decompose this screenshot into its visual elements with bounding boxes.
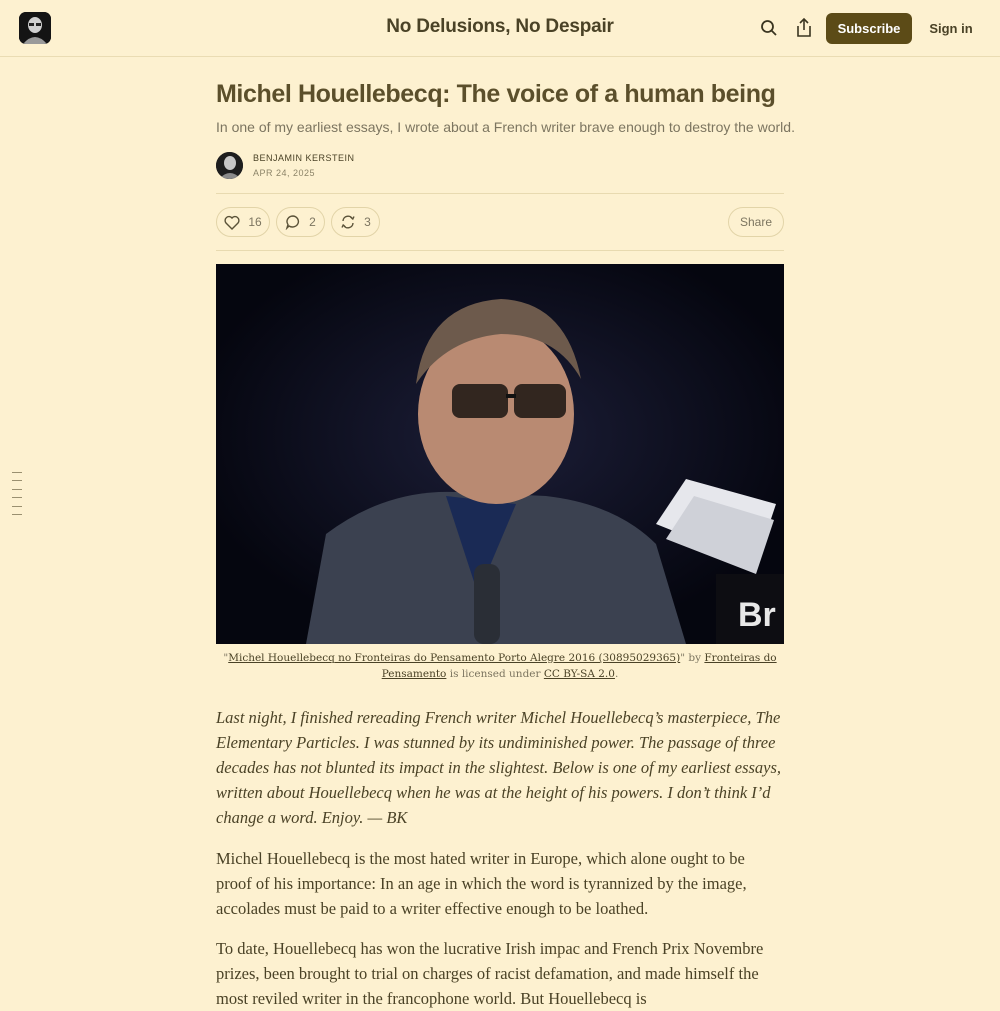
toc-line <box>12 514 22 515</box>
post-title: Michel Houellebecq: The voice of a human being <box>216 80 776 108</box>
image-caption <box>216 650 784 682</box>
caption-by: by <box>685 652 705 664</box>
body-paragraph: Michel Houellebecq is the most hated writer in Europe, which alone ought to be proof of his importance: In an age in which the word is tyrannized by the image, accolades must be paid to a writer effective enough to be loathed. <box>216 849 747 918</box>
caption-license-text: is licensed under <box>446 668 544 680</box>
intro-paragraph: Last night, I finished rereading French writer Michel Houellebecq’s masterpiece, The Elementary Particles. I was stunned by its undiminished power. The passage of three decades has not blunted its impact in the slightest. Below is one of my earliest essays, written about Houellebecq when he was at the height of his powers. I don’t think I’d change a word. Enjoy. — BK <box>216 708 782 827</box>
share-button[interactable] <box>728 207 784 237</box>
author-avatar[interactable] <box>216 152 243 179</box>
author-name[interactable]: BENJAMIN KERSTEIN <box>253 153 355 163</box>
caption-quote: " <box>680 652 686 664</box>
toc-line <box>12 480 22 481</box>
like-button[interactable] <box>216 207 270 237</box>
toc-line <box>12 472 22 473</box>
top-bar <box>0 0 1000 57</box>
caption-source-link[interactable]: Michel Houellebecq no Fronteiras do Pensamento Porto Alegre 2016 (30895029365) <box>228 652 681 664</box>
restack-icon <box>340 214 356 230</box>
comment-button[interactable] <box>276 207 325 237</box>
subscribe-button[interactable]: Subscribe <box>826 13 912 44</box>
toc-line <box>12 497 22 498</box>
comment-icon <box>285 214 301 230</box>
share-icon[interactable] <box>794 17 814 39</box>
toc-line <box>12 489 22 490</box>
heart-icon <box>224 215 240 230</box>
caption-author-link[interactable]: Fronteiras do Pensamento <box>381 652 777 680</box>
sign-in-button[interactable]: Sign in <box>929 21 973 36</box>
toc-line <box>12 506 22 507</box>
post-date: APR 24, 2025 <box>253 168 316 178</box>
like-count: 16 <box>248 215 262 229</box>
post-subtitle: In one of my earliest essays, I wrote about a French writer brave enough to destroy the world. <box>216 119 795 135</box>
caption-quote: " <box>223 652 229 664</box>
search-icon[interactable] <box>759 18 779 38</box>
hero-photo[interactable] <box>216 264 784 644</box>
comment-count: 2 <box>309 215 316 229</box>
caption-end: . <box>614 668 619 680</box>
restack-count: 3 <box>364 215 371 229</box>
restack-button[interactable] <box>331 207 380 237</box>
table-of-contents-marker[interactable] <box>12 472 24 522</box>
svg-text:Br: Br <box>738 596 776 634</box>
caption-license-link[interactable]: CC BY-SA 2.0 <box>543 668 615 680</box>
share-label: Share <box>739 215 773 229</box>
body-paragraph: To date, Houellebecq has won the lucrative Irish impac and French Prix Novembre prizes, been brought to trial on charges of racist defamation, and made himself the most reviled writer in the francophone world. But Houellebecq is <box>216 939 764 1008</box>
divider <box>216 193 784 194</box>
divider <box>216 250 784 251</box>
site-title[interactable]: No Delusions, No Despair <box>386 16 614 37</box>
